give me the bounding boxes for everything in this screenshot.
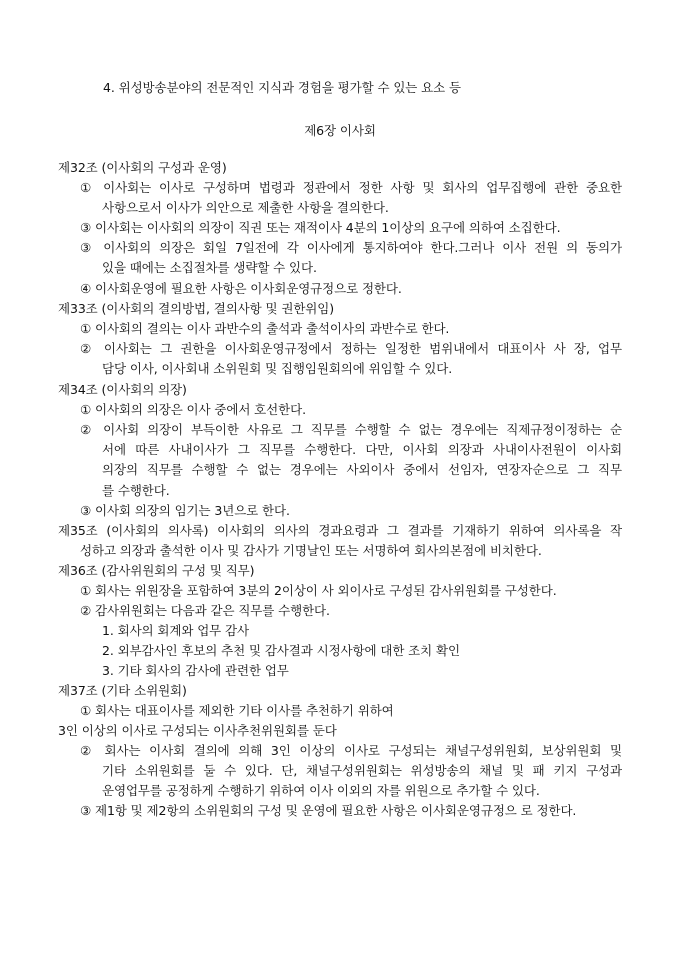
article-heading-37: 제37조 (기타 소위원회) [58, 683, 187, 698]
clause-line: ③ 이사회는 이사회의 의장이 직권 또는 재적이사 4분의 1이상의 요구에 의하여 소집한다. [80, 220, 561, 235]
clause-line: ③ 제1항 및 제2항의 소위원회의 구성 및 운영에 필요한 사항은 이사회운영규정으 로 정한다. [80, 803, 577, 818]
article-heading-32: 제32조 (이사회의 구성과 운영) [58, 160, 227, 175]
clause-line: 의장의 직무를 수행할 수 없는 경우에는 사외이사 중에서 선임자, 연장자순으로 그 직무 [102, 462, 622, 477]
clause-line: ② 이사회는 그 권한을 이사회운영규정에서 정하는 일정한 범위내에서 대표이사 사 장, 업무 [80, 341, 622, 356]
clause-line: 사항으로서 이사가 의안으로 제출한 사항을 결의한다. [102, 200, 389, 215]
article-heading-33: 제33조 (이사회의 결의방법, 결의사항 및 권한위임) [58, 301, 335, 316]
clause-line: ① 회사는 위원장을 포함하여 3분의 2이상이 사 외이사로 구성된 감사위원회를 구성한다. [80, 583, 557, 598]
article-heading-36: 제36조 (감사위원회의 구성 및 직무) [58, 563, 255, 578]
sub-item-2: 2. 외부감사인 후보의 추천 및 감사결과 시정사항에 대한 조치 확인 [102, 643, 460, 658]
article-body-35: 성하고 의장과 출석한 이사 및 감사가 기명날인 또는 서명하여 회사의본점에 비치한다. [80, 543, 542, 558]
article-heading-34: 제34조 (이사회의 의장) [58, 382, 187, 397]
clause-line: ④ 이사회운영에 필요한 사항은 이사회운영규정으로 정한다. [80, 281, 402, 296]
clause-line: 있을 때에는 소집절차를 생략할 수 있다. [102, 260, 317, 275]
list-item-4: 4. 위성방송분야의 전문적인 지식과 경험을 평가할 수 있는 요소 등 [103, 80, 461, 95]
clause-line: 담당 이사, 이사회내 소위원회 및 집행임원회의에 위임할 수 있다. [102, 361, 453, 376]
sub-item-1: 1. 회사의 회계와 업무 감사 [102, 623, 249, 638]
clause-line: 운영업무를 공정하게 수행하기 위하여 이사 이외의 자를 위원으로 추가할 수 있다. [102, 783, 540, 798]
clause-line: ① 이사회의 결의는 이사 과반수의 출석과 출석이사의 과반수로 한다. [80, 321, 450, 336]
sub-item-3: 3. 기타 회사의 감사에 관련한 업무 [102, 663, 289, 678]
clause-line: ③ 이사회 의장의 임기는 3년으로 한다. [80, 503, 290, 518]
clause-line: ③ 이사회의 의장은 회일 7일전에 각 이사에게 통지하여야 한다.그러나 이사 전원 의 동의가 [80, 240, 622, 255]
clause-line: ② 이사회 의장이 부득이한 사유로 그 직무를 수행할 수 없는 경우에는 직제규정이정하는 순 [80, 422, 622, 437]
clause-line: ① 회사는 대표이사를 제외한 기타 이사를 추천하기 위하여 [80, 703, 394, 718]
clause-line: 서에 따른 사내이사가 그 직무를 수행한다. 다만, 이사회 의장과 사내이사전원이 이사회 [102, 442, 622, 457]
clause-line: 를 수행한다. [102, 483, 170, 498]
clause-line: ① 이사회의 의장은 이사 중에서 호선한다. [80, 402, 306, 417]
clause-line: 기타 소위원회를 둘 수 있다. 단, 채널구성위원회는 위성방송의 채널 및 패 키지 구성과 [102, 763, 622, 778]
article-heading-35: 제35조 (이사회의 의사록) 이사회의 의사의 경과요령과 그 결과를 기재하기 위하여 의사록을 작 [58, 523, 622, 538]
chapter-title: 제6장 이사회 [304, 123, 376, 138]
clause-line: ② 회사는 이사회 결의에 의해 3인 이상의 이사로 구성되는 채널구성위원회, 보상위원회 및 [80, 743, 622, 758]
clause-line: ② 감사위원회는 다음과 같은 직무를 수행한다. [80, 603, 330, 618]
clause-line: 3인 이상의 이사로 구성되는 이사추천위원회를 둔다 [58, 723, 337, 738]
clause-line: ① 이사회는 이사로 구성하며 법령과 정관에서 정한 사항 및 회사의 업무집행에 관한 중요한 [80, 180, 622, 195]
